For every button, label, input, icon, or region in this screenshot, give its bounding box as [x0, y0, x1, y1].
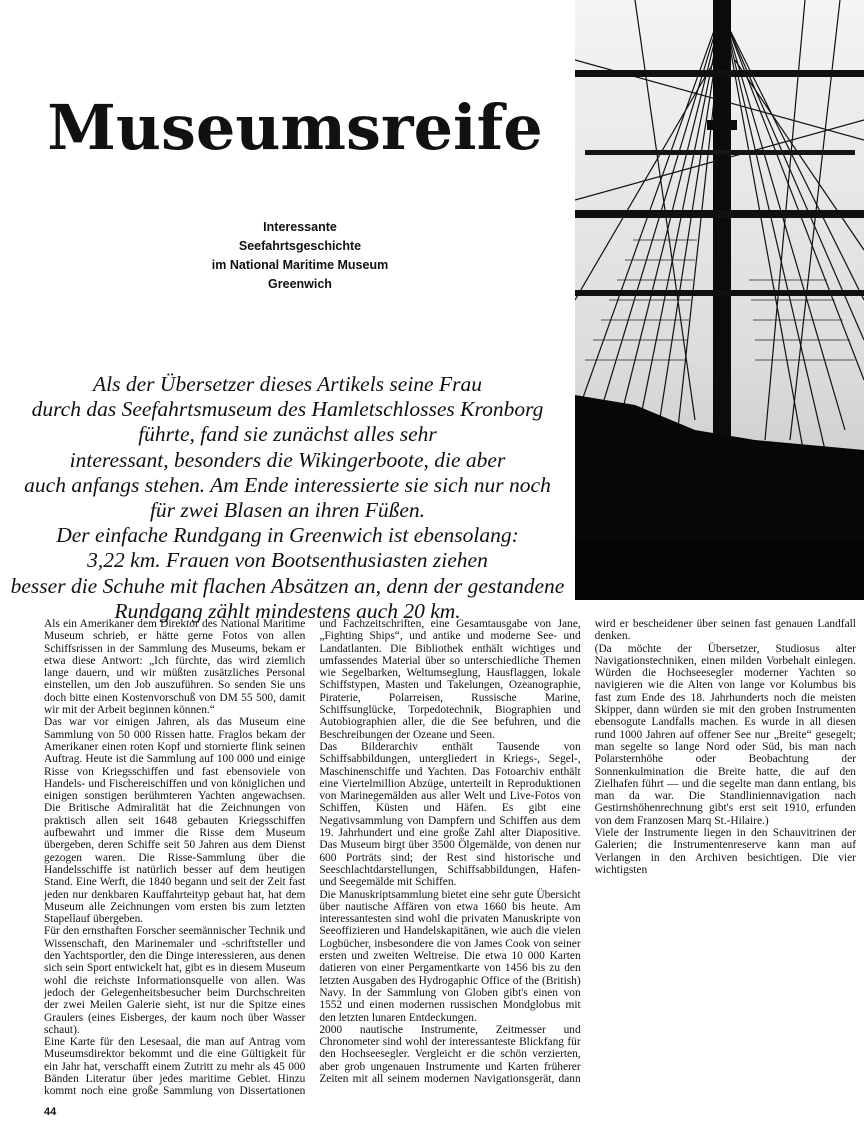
- page-number: 44: [44, 1106, 57, 1118]
- ship-rigging-photo: [575, 0, 864, 600]
- intro-line: Als der Übersetzer dieses Artikels seine Frau: [93, 372, 482, 396]
- article-title: Museumsreife: [47, 91, 543, 164]
- intro-line: besser die Schuhe mit flachen Absätzen an, denn der gestandene: [10, 573, 565, 598]
- body-paragraph: Als ein Amerikaner dem Direktor des National Maritime Museum schrieb, er hätte gerne Fotos von allen Schiffsrissen in der Sammlung des Museums, bekam er etwa diese Antwort: „Ich fürchte, das wird ziemlich lange dauern, und wir müßten zusätzliches Personal einstellen, um den Job auszuführen. So senden Sie uns doch bitte einen Kostenvorschuß von DM 55 500, damit wir mit der Arbeit beginnen können.“: [44, 618, 306, 717]
- body-paragraph: Für den ernsthaften Forscher seemännischer Technik und Wissenschaft, den Marinemaler und -schriftsteller und den Yachtsportler, den die Dinge interessieren, aus denen sich sein Sport entwickelt hat, gibt es in diesem Museum wohl die reichste Informationsquelle von allen. Was jedoch der Gelegenheitsbesucher beim Durchschreiten der zwei Meilen Galerie sieht, ist nur die Spitze eines Graulers (eines Eisberges, der kaum noch über Wasser schaut).: [44, 925, 306, 1036]
- article-subtitle: [170, 218, 430, 294]
- body-paragraph: Viele der Instrumente liegen in den Schauvitrinen der Galerien; die Instrumentenreserve kann man auf Verlangen in den Archiven besichtigen. Die vier wichtigsten: [594, 827, 856, 876]
- subtitle-line: Interessante: [263, 220, 337, 234]
- body-paragraph: Eine Karte für den Lesesaal, die man auf Antrag vom Museumsdirektor bekommt und die eine Gültigkeit für ein Jahr hat, verschafft einem Zutritt zu mehr als 45 000 Bänden Literatur über jedes maritime Gebiet. Hinzu kommt noch eine große Sammlung von Dissertationen und Fachzeitschriften, eine Gesamtausgabe von Jane, „Fighting Ships“, und antike und moderne See- und Landatlanten. Die Bibliothek enthält wichtiges und umfassendes Material über so unterschiedliche Themen wie Segelbarken, Weltumseglung, Hausflaggen, lokale Schiffstypen, Masten und Takelungen, Ozeanographie, Piraterie, Polarreisen, Russische Marine, Schiffsunglücke, Torpedotechnik, Biographien und Autobiographien aller, die die See befuhren, und die Beschreibungen der Ozeane und Seen.: [44, 618, 581, 1098]
- intro-line: interessant, besonders die Wikingerboote, die aber: [69, 447, 506, 472]
- subtitle-line: Seefahrtsgeschichte: [238, 239, 362, 253]
- subtitle-line: im National Maritime Museum: [211, 258, 389, 272]
- intro-line: Der einfache Rundgang in Greenwich ist ebensolang:: [56, 523, 519, 548]
- article-intro: [0, 372, 575, 624]
- intro-line: auch anfangs stehen. Am Ende interessierte sie sich nur noch: [24, 472, 551, 497]
- intro-line: führte, fand sie zunächst alles sehr: [138, 422, 437, 447]
- body-paragraph: Die Manuskriptsammlung bietet eine sehr gute Übersicht über nautische Affären von etwa 1660 bis heute. Am interessantesten sind wohl die privaten Manuskripte von Seeoffizieren und Handelskapitänen, wie auch die vielen Logbücher, insbesondere die von James Cook von seiner ersten und zweiten Weltreise. Die etwa 10 000 Karten datieren von einer Pergamentkarte von 1456 bis zu den letzten Ausgaben des Hydrogaphic Office of the (British) Navy. In der Sammlung von Globen gibt's einen von 1552 und einen modernen russischen Mondglobus mit den letzten lunaren Entdeckungen.: [319, 888, 581, 1024]
- intro-line: Rundgang zählt mindestens auch 20 km.: [114, 598, 461, 623]
- body-paragraph: 2000 nautische Instrumente, Zeitmesser und Chronometer sind wohl der interessanteste Blickfang für den Hochseesegler. Vergleicht er die schön verzierten, aber grob ungenauen Instrumente und Karten früherer Zeiten mit all seinem modernen Navigationsgerät, dann wird er bescheidener über seinen fast genauen Landfall denken.: [319, 618, 856, 1085]
- intro-line: 3,22 km. Frauen von Bootsenthusiasten ziehen: [87, 548, 488, 573]
- body-paragraph: Das war vor einigen Jahren, als das Museum eine Sammlung von 50 000 Rissen hatte. Fraglos bekam der Amerikaner einen roten Kopf und stornierte flink seinen Auftrag. Heute ist die Sammlung auf 100 000 und einige Risse von Kriegsschiffen und fast ebensoviele von Handels- und Fischereischiffen und von königlichen und einigen sonstigen berühmteren Yachten angewachsen. Die Britische Admiralität hat die Zeichnungen von praktisch allen seit 1648 gebauten Kriegsschiffen aufbewahrt und immer die Risse dem Museum übergeben, deren Schiffe seit 50 Jahren aus dem Dienst gezogen waren. Die Risse-Sammlung über die Handelsschiffe ist natürlich besser auf dem heutigen Stand. Eine Werft, die 1840 begann und seit der Zeit fast jeden nur denkbaren Kauffahrteityp gebaut hat, hat dem Museum alle Zeichnungen vom ersten bis zum letzten Stapellauf übergeben.: [44, 716, 306, 926]
- body-paragraph: (Da möchte der Übersetzer, Studiosus alter Navigationstechniken, einen milden Vorbehalt einlegen. Würden die Hochseesegler moderner Yachten so navigieren wie die Alten von lange vor Kolumbus bis fast zum Ende des 18. Jahrhunderts noch die meisten Skipper, dann würden sie mit den groben Instrumenten ebensogute Landfalls machen. Es wurde in all diesen rund 1000 Jahren auf offener See nur „Breite“ gesegelt; man segelte so lange Nord oder Süd, bis man nach Polarsternhöhe oder Beobachtung der Sonnenkulmination die Breite hatte, die auf den Zielhafen führt — und die segelte man dann entlang, bis man da war. Die Standliniennavigation nach Gestirnshöhenrechnung gibt's erst seit 1910, erfunden von dem Franzosen Marq St.-Hilaire.): [594, 642, 856, 827]
- body-paragraph: Das Bilderarchiv enthält Tausende von Schiffsabbildungen, untergliedert in Kriegs-, Segel-, Maschinenschiffe und Yachten. Das Fotoarchiv enthält eine Viertelmillion Abzüge, unterteilt in Reproduktionen von Marinegemälden aus aller Welt und Live-Fotos von Schiffen, Küsten und Häfen. Es gibt eine Negativsammlung von Dampfern und Schiffen aus dem 19. Jahrhundert und eine große Zahl alter Diapositive. Das Museum birgt über 3500 Ölgemälde, von denen nur 600 Porträts sind; der Rest sind historische und Seeschlachtdarstellungen, Schiffsabbildungen, Hafen- und Seegemälde mit Schiffen.: [319, 740, 581, 889]
- intro-line: durch das Seefahrtsmuseum des Hamletschlosses Kronborg: [31, 397, 544, 422]
- subtitle-line: Greenwich: [268, 277, 332, 291]
- article-body: [44, 618, 856, 1108]
- intro-line: für zwei Blasen an ihren Füßen.: [149, 498, 426, 523]
